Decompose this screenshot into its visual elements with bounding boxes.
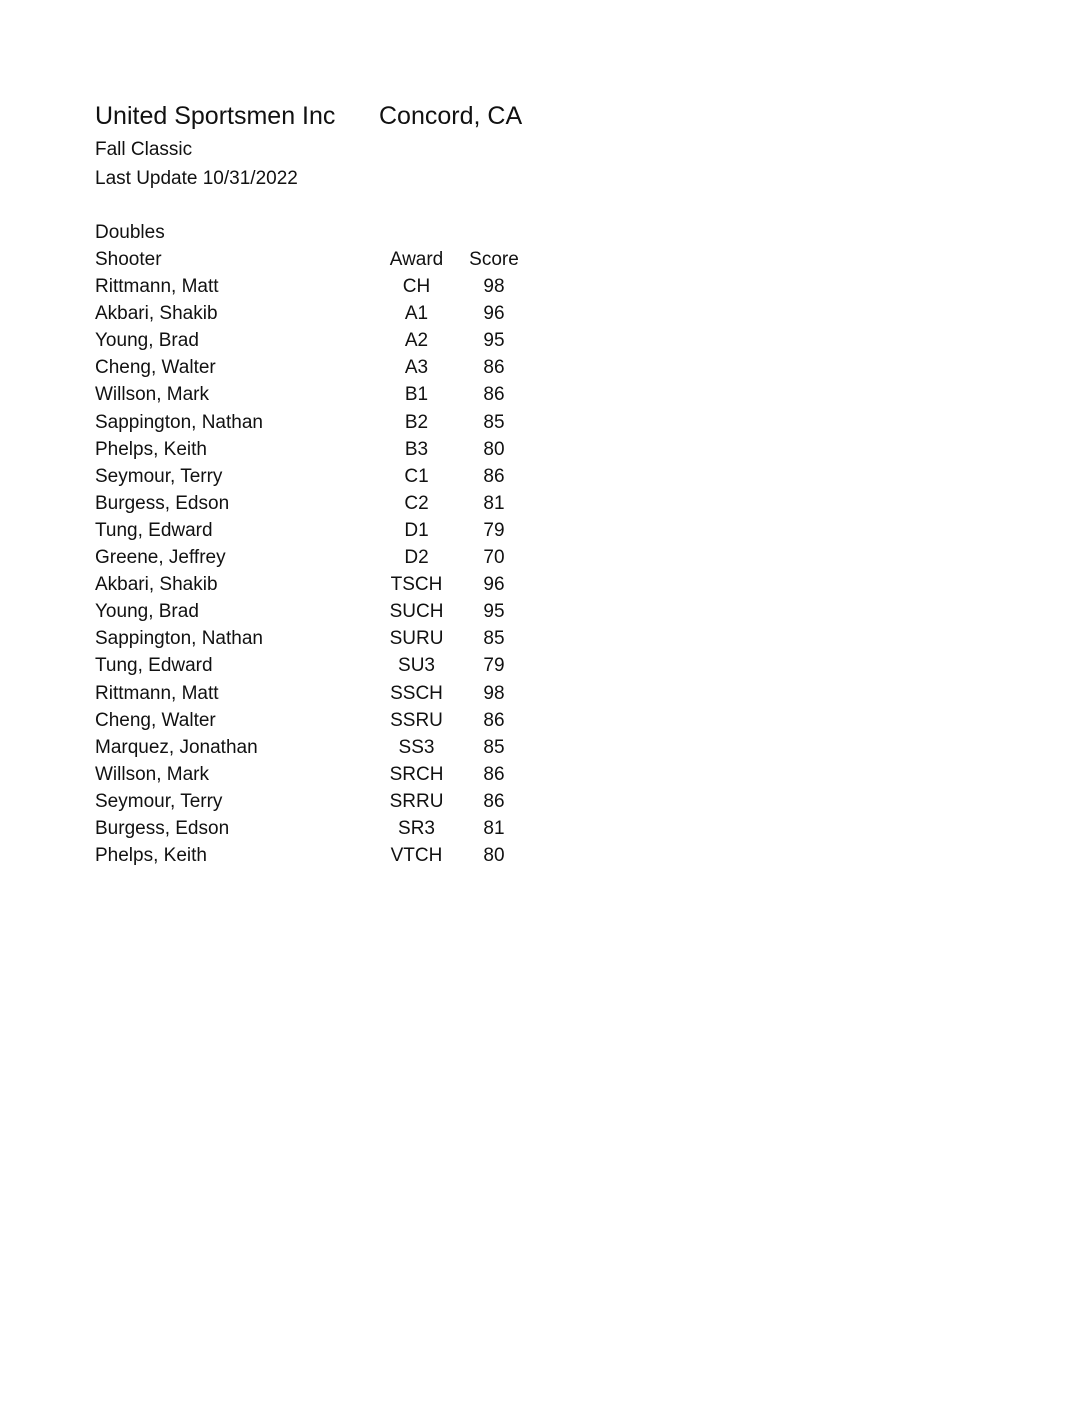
- award-code: SU3: [398, 655, 435, 677]
- header-row: [95, 246, 535, 273]
- column-header-score: Score: [469, 249, 519, 270]
- score-value: 95: [483, 330, 505, 352]
- score-value: 81: [483, 817, 505, 839]
- score-value: 95: [483, 601, 505, 623]
- results-table: [95, 246, 535, 869]
- award-code: SRCH: [389, 763, 444, 785]
- shooter-name: Greene, Jeffrey: [95, 547, 226, 569]
- table-row: [95, 598, 535, 625]
- results-rows: [95, 273, 535, 869]
- table-row: [95, 381, 535, 408]
- shooter-name: Young, Brad: [95, 601, 199, 623]
- shooter-name: Cheng, Walter: [95, 709, 216, 731]
- score-value: 86: [483, 709, 505, 731]
- table-row: [95, 544, 535, 571]
- table-row: [95, 300, 535, 327]
- table-row: [95, 788, 535, 815]
- location: Concord, CA: [379, 102, 523, 130]
- shooter-name: Burgess, Edson: [95, 492, 230, 514]
- award-code: B1: [404, 384, 429, 406]
- table-row: [95, 463, 535, 490]
- table-row: [95, 327, 535, 354]
- award-code: SRRU: [389, 790, 444, 812]
- award-code: SR3: [398, 817, 435, 839]
- score-value: 98: [483, 276, 505, 298]
- shooter-name: Tung, Edward: [95, 655, 213, 677]
- table-row: [95, 707, 535, 734]
- score-value: 85: [483, 736, 505, 758]
- table-row: [95, 680, 535, 707]
- award-code: C2: [404, 492, 429, 514]
- table-row: [95, 354, 535, 381]
- shooter-name: Sappington, Nathan: [95, 411, 263, 433]
- table-row: [95, 761, 535, 788]
- score-value: 85: [483, 411, 505, 433]
- award-code: TSCH: [390, 574, 443, 596]
- organization-name: United Sportsmen Inc: [95, 102, 336, 130]
- table-row: [95, 273, 535, 300]
- shooter-name: Young, Brad: [95, 330, 199, 352]
- shooter-name: Akbari, Shakib: [95, 303, 218, 325]
- score-value: 80: [483, 845, 505, 867]
- column-header-award: Award: [389, 249, 444, 270]
- shooter-name: Marquez, Jonathan: [95, 736, 258, 758]
- column-header-shooter: Shooter: [95, 249, 162, 270]
- award-code: A2: [404, 330, 429, 352]
- table-row: [95, 436, 535, 463]
- table-row: [95, 815, 535, 842]
- shooter-name: Willson, Mark: [95, 384, 210, 406]
- section-title: Doubles: [95, 222, 165, 243]
- award-code: B2: [404, 411, 429, 433]
- shooter-name: Seymour, Terry: [95, 790, 223, 812]
- award-code: CH: [402, 276, 431, 298]
- shooter-name: Willson, Mark: [95, 763, 210, 785]
- shooter-name: Seymour, Terry: [95, 465, 223, 487]
- score-value: 81: [483, 492, 505, 514]
- shooter-name: Phelps, Keith: [95, 845, 207, 867]
- award-code: SSRU: [390, 709, 443, 731]
- award-code: SSCH: [390, 682, 443, 704]
- table-row: [95, 842, 535, 869]
- shooter-name: Phelps, Keith: [95, 438, 207, 460]
- score-value: 86: [483, 763, 505, 785]
- score-value: 85: [483, 628, 505, 650]
- shooter-name: Rittmann, Matt: [95, 276, 219, 298]
- award-code: SS3: [398, 736, 435, 758]
- score-value: 79: [483, 655, 505, 677]
- table-row: [95, 571, 535, 598]
- score-value: 86: [483, 357, 505, 379]
- score-value: 96: [483, 303, 505, 325]
- event-name: Fall Classic: [95, 139, 193, 160]
- score-value: 96: [483, 574, 505, 596]
- score-value: 70: [483, 547, 505, 569]
- table-row: [95, 409, 535, 436]
- award-code: A1: [404, 303, 429, 325]
- award-code: VTCH: [390, 845, 443, 867]
- award-code: B3: [404, 438, 429, 460]
- award-code: SURU: [389, 628, 444, 650]
- shooter-name: Akbari, Shakib: [95, 574, 218, 596]
- award-code: SUCH: [389, 601, 444, 623]
- table-row: [95, 490, 535, 517]
- award-code: D2: [404, 547, 429, 569]
- score-value: 86: [483, 384, 505, 406]
- table-row: [95, 625, 535, 652]
- score-value: 80: [483, 438, 505, 460]
- score-value: 98: [483, 682, 505, 704]
- score-value: 86: [483, 790, 505, 812]
- table-row: [95, 517, 535, 544]
- shooter-name: Rittmann, Matt: [95, 682, 219, 704]
- table-row: [95, 652, 535, 679]
- shooter-name: Sappington, Nathan: [95, 628, 263, 650]
- last-update: Last Update 10/31/2022: [95, 168, 298, 189]
- score-value: 79: [483, 519, 505, 541]
- table-row: [95, 734, 535, 761]
- shooter-name: Burgess, Edson: [95, 817, 230, 839]
- shooter-name: Cheng, Walter: [95, 357, 216, 379]
- award-code: A3: [404, 357, 429, 379]
- shooter-name: Tung, Edward: [95, 519, 213, 541]
- award-code: D1: [404, 519, 429, 541]
- score-value: 86: [483, 465, 505, 487]
- award-code: C1: [404, 465, 429, 487]
